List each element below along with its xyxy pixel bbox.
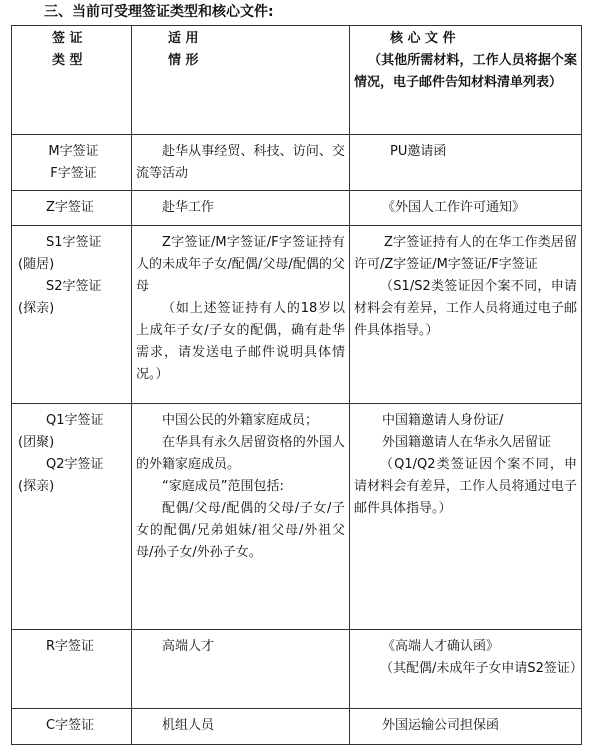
visa-type-label: Q1字签证 <box>46 413 104 428</box>
visa-type-label: (探亲) <box>18 479 55 494</box>
purpose-text: 赴华从事经贸、科技、访问、交流等活动 <box>136 144 345 181</box>
documents-cell <box>350 226 582 404</box>
documents-cell <box>350 135 582 191</box>
header-visa-type-line1: 签 证 <box>52 31 83 46</box>
header-visa-type-line2: 类 型 <box>52 53 83 68</box>
purpose-text: 赴华工作 <box>162 200 215 215</box>
documents-cell <box>350 630 582 709</box>
header-docs-title: 核 心 文 件 <box>390 31 456 46</box>
documents-note: （其配偶/未成年子女申请S2签证） <box>380 661 583 676</box>
header-docs-note: （其他所需材料，工作人员将据个案情况，电子邮件告知材料清单列表） <box>354 53 577 90</box>
documents-text: 《外国人工作许可通知》 <box>382 200 526 215</box>
documents-text: 《高端人才确认函》 <box>382 639 500 654</box>
visa-type-label: F字签证 <box>50 166 97 181</box>
table-row <box>12 404 582 630</box>
visa-type-cell <box>12 226 132 404</box>
visa-type-cell <box>12 630 132 709</box>
visa-type-label: (团聚) <box>18 435 55 450</box>
purpose-text: 机组人员 <box>162 718 215 733</box>
documents-note: （Q1/Q2类签证因个案不同，申请材料会有差异，工作人员将通过电子邮件具体指导。） <box>354 457 577 516</box>
documents-note: （S1/S2类签证因个案不同，申请材料会有差异，工作人员将通过电子邮件具体指导。） <box>354 279 577 338</box>
visa-type-cell <box>12 135 132 191</box>
purpose-cell <box>132 709 350 745</box>
header-visa-type <box>12 26 132 135</box>
documents-text: 外国运输公司担保函 <box>382 718 500 733</box>
purpose-text: Z字签证/M字签证/F字签证持有人的未成年子女/配偶/父母/配偶的父母 <box>136 235 345 294</box>
table-row <box>12 709 582 745</box>
header-purpose-line1: 适 用 <box>168 31 199 46</box>
purpose-text: 高端人才 <box>162 639 215 654</box>
table-row <box>12 135 582 191</box>
documents-cell <box>350 404 582 630</box>
header-purpose-line2: 情 形 <box>168 53 199 68</box>
documents-cell <box>350 191 582 226</box>
visa-type-cell <box>12 709 132 745</box>
purpose-cell <box>132 226 350 404</box>
documents-text: Z字签证持有人的在华工作类居留许可/Z字签证/M字签证/F字签证 <box>354 235 577 272</box>
visa-type-cell <box>12 404 132 630</box>
visa-type-cell <box>12 191 132 226</box>
purpose-text: 中国公民的外籍家庭成员； <box>162 413 319 428</box>
visa-type-label: Q2字签证 <box>46 457 104 472</box>
visa-type-label: Z字签证 <box>46 200 94 215</box>
table-header-row <box>12 26 582 135</box>
visa-type-label: S1字签证 <box>46 235 102 250</box>
purpose-note: （如上述签证持有人的18岁以上成年子女/子女的配偶，确有赴华需求，请发送电子邮件说明具体情况。） <box>136 301 345 382</box>
purpose-cell <box>132 135 350 191</box>
purpose-cell <box>132 630 350 709</box>
documents-text: PU邀请函 <box>390 144 447 159</box>
purpose-cell <box>132 404 350 630</box>
visa-type-label: (探亲) <box>18 301 55 316</box>
purpose-cell <box>132 191 350 226</box>
documents-text: 中国籍邀请人身份证/ <box>382 413 504 428</box>
table-row <box>12 191 582 226</box>
visa-type-label: R字签证 <box>46 639 95 654</box>
visa-type-label: (随居) <box>18 257 55 272</box>
purpose-text: 配偶/父母/配偶的父母/子女/子女的配偶/兄弟姐妹/祖父母/外祖父母/孙子女/外孙子女。 <box>136 501 345 560</box>
visa-type-label: M字签证 <box>48 144 99 159</box>
purpose-text: “家庭成员”范围包括: <box>162 479 284 494</box>
visa-types-table <box>11 25 582 745</box>
documents-cell <box>350 709 582 745</box>
section-heading: 三、当前可受理签证类型和核心文件: <box>44 4 274 20</box>
visa-type-label: S2字签证 <box>46 279 102 294</box>
header-purpose <box>132 26 350 135</box>
table-row <box>12 226 582 404</box>
purpose-text: 在华具有永久居留资格的外国人的外籍家庭成员。 <box>136 435 345 472</box>
visa-type-label: C字签证 <box>46 718 95 733</box>
documents-text: 外国籍邀请人在华永久居留证 <box>382 435 552 450</box>
header-core-documents <box>350 26 582 135</box>
table-row <box>12 630 582 709</box>
